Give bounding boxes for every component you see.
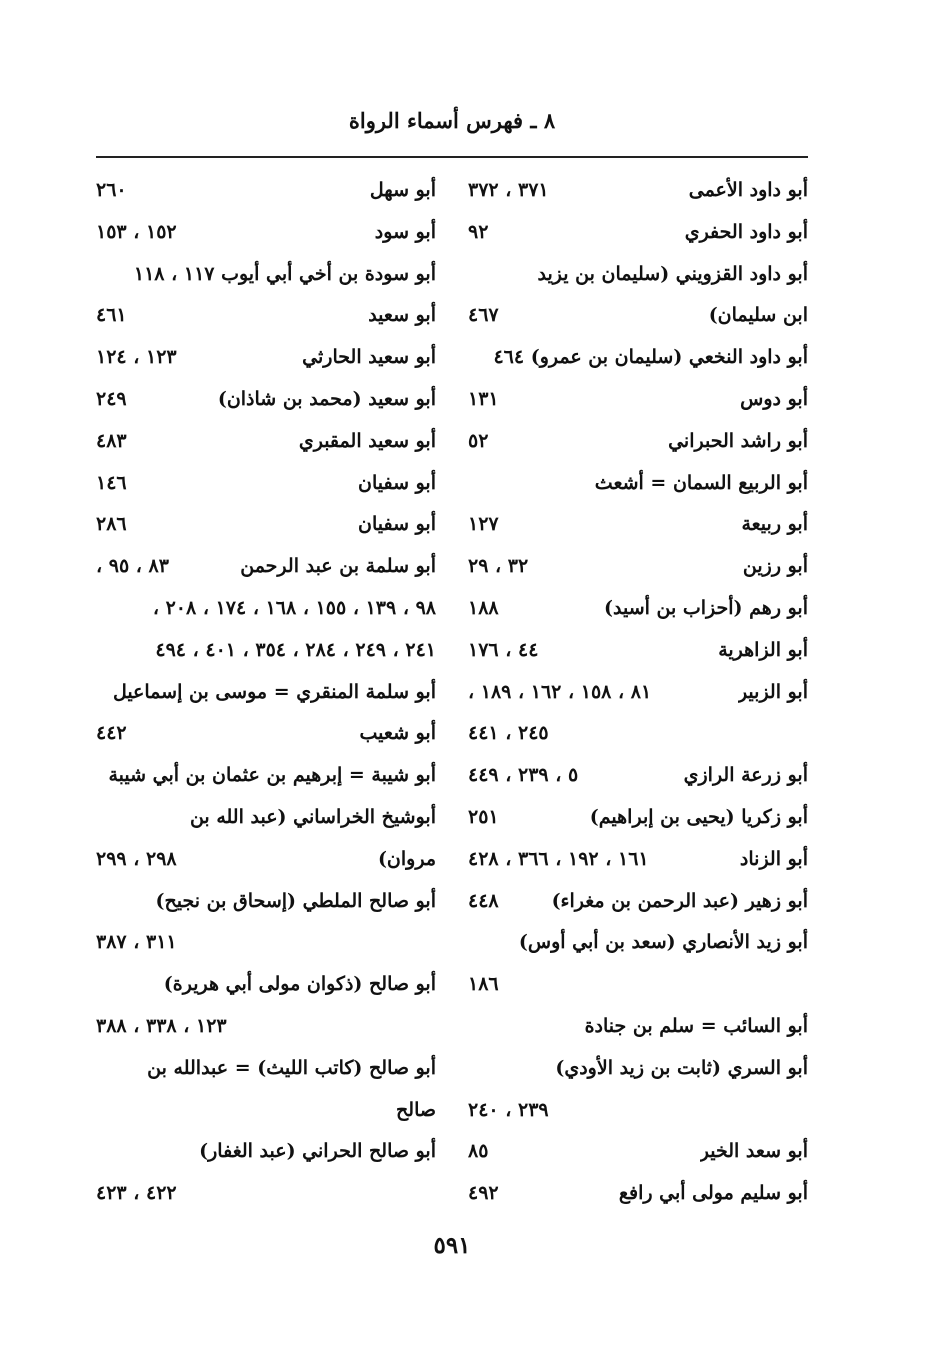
narrator-name: أبو صالح الملطي (إسحاق بن نجيح) (155, 889, 436, 912)
narrator-name: أبو صالح (ذكوان مولى أبي هريرة) (163, 973, 436, 996)
page-references: ٢٦٠ (96, 179, 127, 201)
index-entry (468, 1048, 808, 1090)
index-entry (96, 964, 436, 1006)
index-entry (468, 1090, 808, 1132)
page-references: ٤٤٢ (96, 722, 127, 745)
narrator-name: أبو سفيان (357, 471, 436, 494)
index-entry (468, 839, 808, 881)
narrator-name: أبو السري (ثابت بن زيد الأودي) (555, 1056, 808, 1079)
index-entry (96, 881, 436, 923)
index-entry (468, 1173, 808, 1215)
page-references: ١٢٣ ، ١٢٤ (96, 346, 177, 369)
page-references: ٨٣ ، ٩٥ ، (96, 555, 169, 578)
narrator-name: أبو السائب = سلم بن جنادة (584, 1014, 808, 1037)
index-entry (468, 379, 808, 421)
index-entry (96, 504, 436, 546)
page-references: ٥٢ (468, 429, 489, 452)
index-entry (468, 964, 808, 1006)
narrator-name: أبو سعيد (محمد بن شاذان) (217, 387, 436, 410)
page-references: ٨٥ (468, 1140, 489, 1163)
index-entry (468, 881, 808, 923)
index-entry (96, 212, 436, 254)
page-references: ٨١ ، ١٥٨ ، ١٦٢ ، ١٨٩ ، (468, 680, 652, 703)
page-references: ٤٨٣ (96, 429, 127, 452)
page-references: ١٦١ ، ١٩٢ ، ٣٦٦ ، ٤٢٨ (468, 847, 649, 870)
index-entry (468, 463, 808, 505)
narrator-name: أبو الزناد (739, 847, 808, 870)
index-entry (96, 546, 436, 588)
page-references: ٤٢٢ ، ٤٢٣ (96, 1182, 177, 1205)
narrator-name: أبو زرعة الرازي (683, 764, 808, 787)
page-references: ٤٤٨ (468, 889, 499, 912)
narrator-name: أبو الزاهرية (718, 638, 808, 661)
index-entry (96, 337, 436, 379)
narrator-name: أبو داود النخعي (سليمان بن عمرو) ٤٦٤ (493, 346, 808, 369)
page-references: ٣٢ ، ٢٩ (468, 555, 529, 578)
narrator-name: أبو صالح الحراني (عبد الغفار) (199, 1140, 436, 1163)
page-references: ١٢٧ (468, 513, 499, 536)
page-references: ١٤٦ (96, 471, 127, 494)
narrator-name: صالح (396, 1098, 436, 1121)
narrator-name: ٩٨ ، ١٣٩ ، ١٥٥ ، ١٦٨ ، ١٧٤ ، ٢٠٨ ، (152, 596, 436, 619)
narrator-name: أبو رزين (742, 555, 808, 578)
page-references: ٢٣٩ ، ٢٤٠ (468, 1098, 549, 1121)
index-entry (468, 546, 808, 588)
page-references: ٢٨٦ (96, 513, 127, 536)
narrator-name: أبو زيد الأنصاري (سعد بن أبي أوس) (518, 931, 808, 954)
page-references: ١٨٦ (468, 973, 499, 996)
index-entry (96, 1131, 436, 1173)
index-entry (468, 672, 808, 714)
narrator-name: أبو صالح (كاتب الليث) = عبدالله بن (147, 1056, 436, 1079)
running-header: ٨ ـ فهرس أسماء الرواة (348, 108, 556, 133)
index-entry (96, 588, 436, 630)
index-entry (468, 630, 808, 672)
narrator-name: أبو رهم (أحزاب بن أسيد) (604, 596, 808, 619)
index-entry (96, 922, 436, 964)
narrator-name: أبو سلمة بن عبد الرحمن (240, 555, 436, 578)
narrator-name: مروان) (377, 847, 436, 870)
index-entry (468, 922, 808, 964)
page-number: ٥٩١ (433, 1232, 471, 1259)
index-entry (468, 1131, 808, 1173)
index-entry (468, 337, 808, 379)
narrator-name: أبو الزبير (737, 680, 808, 703)
narrator-name: أبو الربيع السمان = أشعث (594, 471, 808, 494)
narrator-name: أبو سفيان (357, 513, 436, 536)
index-entry (96, 463, 436, 505)
page-references: ٢٩٨ ، ٢٩٩ (96, 847, 177, 870)
narrator-name: أبو سعد الخير (699, 1140, 808, 1163)
index-entry (468, 254, 808, 296)
index-entry (468, 504, 808, 546)
narrator-name: ٢٤١ ، ٢٤٩ ، ٢٨٤ ، ٣٥٤ ، ٤٠١ ، ٤٩٤ (155, 638, 436, 661)
narrator-name: أبو داود الأعمى (688, 179, 808, 201)
page-references: ٣١١ ، ٣٨٧ (96, 931, 177, 954)
index-entry (96, 839, 436, 881)
right-column (468, 170, 808, 1215)
narrator-name: أبو زكريا (يحيى بن إبراهيم) (589, 805, 808, 828)
index-entry (96, 1006, 436, 1048)
narrator-name: أبو شيبة = إبرهيم بن عثمان بن أبي شيبة (108, 764, 436, 787)
narrator-name: أبو زهير (عبد الرحمن بن مغراء) (551, 889, 808, 912)
narrator-name: أبو راشد الحبراني (668, 429, 808, 452)
narrator-name: أبو ربيعة (741, 513, 808, 536)
page-references: ٢٥١ (468, 805, 499, 828)
index-entry (96, 254, 436, 296)
index-entry (96, 630, 436, 672)
index-entry (96, 1090, 436, 1132)
narrator-name: أبوشيخ الخراساني (عبد الله بن (189, 805, 436, 828)
index-entry (468, 755, 808, 797)
page-references: ٤٤ ، ١٧٦ (468, 638, 539, 661)
narrator-name: أبو داود الحفري (684, 220, 808, 243)
index-entry (468, 170, 808, 212)
index-entry (96, 421, 436, 463)
narrator-name: أبو سود (374, 220, 436, 243)
narrator-name: أبو شعيب (359, 722, 436, 745)
left-column (96, 170, 436, 1215)
page-references: ٥ ، ٢٣٩ ، ٤٤٩ (468, 764, 579, 787)
index-entry (468, 295, 808, 337)
index-entry (468, 212, 808, 254)
narrator-name: أبو سليم مولى أبي رافع (618, 1182, 808, 1205)
index-entry (468, 421, 808, 463)
narrator-name: أبو سعيد (368, 304, 436, 327)
narrator-name: أبو سهل (369, 179, 436, 201)
header-rule (96, 156, 808, 158)
index-entry (468, 713, 808, 755)
narrator-name: أبو دوس (740, 387, 808, 410)
index-entry (96, 672, 436, 714)
page-references: ٢٤٥ ، ٤٤١ (468, 722, 549, 745)
index-entry (96, 1048, 436, 1090)
page-references: ٤٦٧ (468, 304, 499, 327)
page-references: ١٣١ (468, 387, 499, 410)
narrator-name: أبو سعيد المقبري (298, 429, 436, 452)
narrator-name: ابن سليمان) (708, 304, 808, 327)
index-entry (96, 295, 436, 337)
page-references: ٢٤٩ (96, 387, 127, 410)
index-entry (468, 797, 808, 839)
index-entry (468, 1006, 808, 1048)
page-references: ٣٧١ ، ٣٧٢ (468, 179, 549, 201)
index-entry (96, 379, 436, 421)
narrator-name: أبو داود القزويني (سليمان بن يزيد (537, 262, 808, 285)
page-references: ٩٢ (468, 220, 489, 243)
page-references: ٤٦١ (96, 304, 127, 327)
index-entry (96, 797, 436, 839)
index-entry (96, 1173, 436, 1215)
page-references: ١٨٨ (468, 596, 499, 619)
narrator-name: أبو سعيد الحارثي (302, 346, 436, 369)
index-entry (96, 713, 436, 755)
index-entry (96, 170, 436, 212)
page-references: ٤٩٢ (468, 1182, 499, 1205)
page-references: ١٥٢ ، ١٥٣ (96, 220, 177, 243)
page-references: ١٢٣ ، ٣٣٨ ، ٣٨٨ (96, 1014, 227, 1037)
narrator-name: أبو سلمة المنقري = موسى بن إسماعيل (112, 680, 436, 703)
index-entry (96, 755, 436, 797)
narrator-name: أبو سودة بن أخي أبي أيوب ١١٧ ، ١١٨ (133, 262, 436, 285)
index-entry (468, 588, 808, 630)
